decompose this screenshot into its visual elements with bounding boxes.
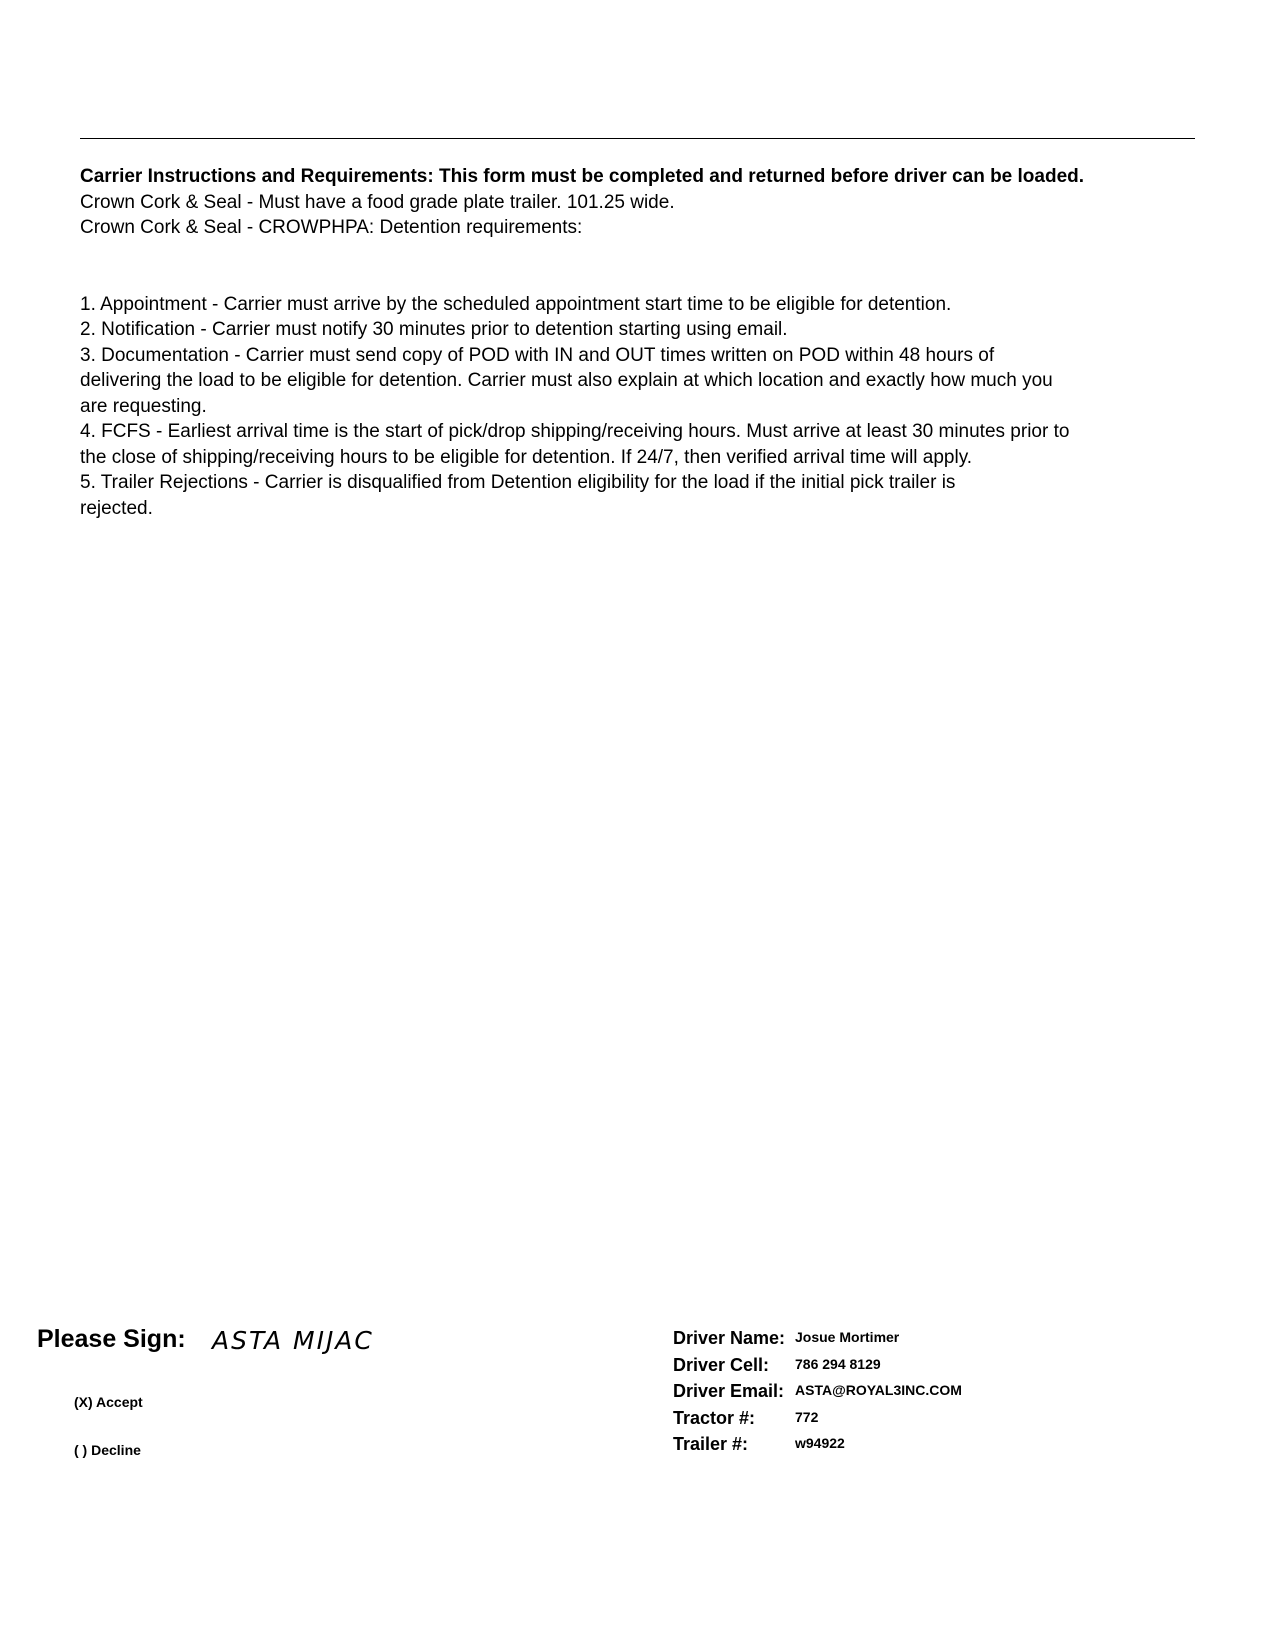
tractor-row xyxy=(673,1408,962,1435)
header-divider xyxy=(80,138,1195,139)
requirement-item: 1. Appointment - Carrier must arrive by the scheduled appointment start time to be eligible for detention. xyxy=(80,293,952,315)
accept-option[interactable]: (X) Accept xyxy=(74,1394,143,1410)
requirement-item: 4. FCFS - Earliest arrival time is the start of pick/drop shipping/receiving hours. Must arrive at least 30 minutes prior to the close of shipping/receiving hours to be eligible for detention. If 24/7, then verified arrival time will apply. xyxy=(80,421,1070,468)
decline-option[interactable]: ( ) Decline xyxy=(74,1442,141,1458)
driver-email-value[interactable]: ASTA@ROYAL3INC.COM xyxy=(795,1382,962,1398)
instructions-heading: Carrier Instructions and Requirements: This form must be completed and returned before driver can be loaded. xyxy=(80,166,1085,187)
requirement-item: 3. Documentation - Carrier must send copy of POD with IN and OUT times written on POD within 48 hours of delivering the load to be eligible for detention. Carrier must also explain at which location and exactly how much you are requesting. xyxy=(80,344,1053,417)
trailer-row xyxy=(673,1434,962,1461)
driver-name-row xyxy=(673,1328,962,1355)
driver-cell-value[interactable]: 786 294 8129 xyxy=(795,1355,881,1372)
please-sign-label: Please Sign: xyxy=(37,1325,186,1353)
instruction-line: Crown Cork & Seal - Must have a food grade plate trailer. 101.25 wide. xyxy=(80,191,675,213)
driver-email-label: Driver Email: xyxy=(673,1381,785,1401)
driver-name-value[interactable]: Josue Mortimer xyxy=(795,1329,900,1345)
trailer-value[interactable]: w94922 xyxy=(795,1435,845,1451)
driver-info xyxy=(673,1328,962,1461)
driver-name-label: Driver Name: xyxy=(673,1328,786,1348)
driver-email-row xyxy=(673,1381,962,1408)
driver-cell-label: Driver Cell: xyxy=(673,1354,770,1375)
requirement-item: 5. Trailer Rejections - Carrier is disqualified from Detention eligibility for the load if the initial pick trailer is rejected. xyxy=(80,472,956,519)
driver-cell-row xyxy=(673,1355,962,1382)
instruction-line: Crown Cork & Seal - CROWPHPA: Detention requirements: xyxy=(80,217,583,238)
carrier-instructions xyxy=(80,164,1200,521)
requirement-item: 2. Notification - Carrier must notify 30 minutes prior to detention starting using email. xyxy=(80,319,788,340)
tractor-value[interactable]: 772 xyxy=(795,1408,819,1425)
spacer xyxy=(80,241,1200,292)
trailer-label: Trailer #: xyxy=(673,1434,749,1454)
tractor-label: Tractor #: xyxy=(673,1407,756,1428)
signature-value[interactable]: ASTA MIJAC xyxy=(212,1326,374,1355)
